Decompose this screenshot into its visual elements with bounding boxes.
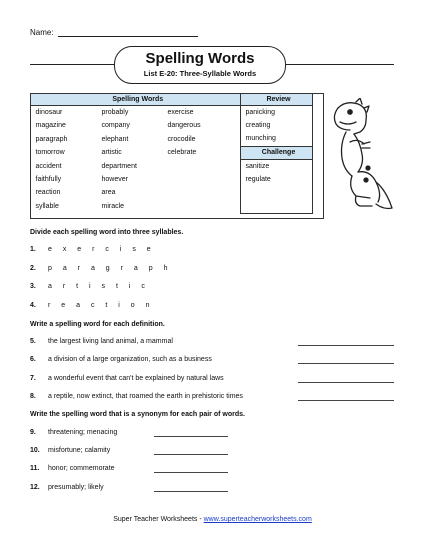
question-row xyxy=(30,447,110,454)
definition-text: a wonderful event that can't be explained by natural laws xyxy=(48,375,224,382)
word: paragraph xyxy=(35,135,68,143)
syllable-word: p a r a g r a p h xyxy=(48,265,172,272)
challenge-word: sanitize xyxy=(240,159,312,173)
question-number: 1. xyxy=(30,246,36,253)
name-label: Name: xyxy=(30,28,54,37)
synonym-pair: threatening; menacing xyxy=(48,429,118,436)
section3-instruction: Write the spelling word that is a synonym for each pair of words. xyxy=(30,411,245,418)
answer-line[interactable] xyxy=(154,491,228,492)
question-row xyxy=(30,302,154,309)
question-row xyxy=(30,465,115,472)
syllable-word: r e a c t i o n xyxy=(48,302,155,309)
word: exercise xyxy=(167,109,194,117)
section2-instruction: Write a spelling word for each definition. xyxy=(30,321,165,328)
question-number: 2. xyxy=(30,265,36,272)
answer-line[interactable] xyxy=(298,382,394,383)
synonym-pair: presumably; likely xyxy=(48,484,104,491)
word: reaction xyxy=(35,189,61,197)
question-row xyxy=(30,484,104,491)
footer xyxy=(0,516,425,523)
review-word: creating xyxy=(240,119,312,132)
page-title: Spelling Words xyxy=(145,50,255,67)
question-row xyxy=(30,429,117,436)
word: tomorrow xyxy=(35,149,65,157)
word: crocodile xyxy=(167,135,196,143)
question-row xyxy=(30,338,173,345)
syllable-word: e x e r c i s e xyxy=(48,246,156,253)
spelling-words-header: Spelling Words xyxy=(31,94,241,106)
syllable-word: a r t i s t i c xyxy=(48,283,150,290)
answer-line[interactable] xyxy=(154,472,228,473)
word: dangerous xyxy=(167,122,201,130)
question-row xyxy=(30,375,224,382)
title-box xyxy=(114,46,286,84)
word: accident xyxy=(35,162,62,170)
word: faithfully xyxy=(35,176,62,184)
review-header: Review xyxy=(240,94,312,106)
question-number: 7. xyxy=(30,375,36,382)
definition-text: a reptile, now extinct, that roamed the earth in prehistoric times xyxy=(48,393,243,400)
word: miracle xyxy=(101,202,125,210)
word: dinosaur xyxy=(35,109,63,117)
question-number: 5. xyxy=(30,338,36,345)
section1-instruction: Divide each spelling word into three syllables. xyxy=(30,229,184,236)
question-row xyxy=(30,246,155,253)
review-word: panicking xyxy=(240,106,312,120)
question-number: 12. xyxy=(30,484,40,491)
synonym-pair: misfortune; calamity xyxy=(48,447,111,454)
question-number: 10. xyxy=(30,447,40,454)
question-row xyxy=(30,265,172,272)
review-word: munching xyxy=(240,132,312,146)
question-number: 4. xyxy=(30,302,36,309)
word: department xyxy=(101,162,137,170)
question-row xyxy=(30,283,149,290)
word: elephant xyxy=(101,135,129,143)
definition-text: a division of a large organization, such as a business xyxy=(48,356,212,363)
spelling-word-table xyxy=(30,93,313,214)
question-row xyxy=(30,356,212,363)
answer-line[interactable] xyxy=(298,363,394,364)
definition-text: the largest living land animal, a mammal xyxy=(48,338,173,345)
word: probably xyxy=(101,109,129,117)
word: area xyxy=(101,189,116,197)
name-field[interactable] xyxy=(58,28,198,37)
question-number: 8. xyxy=(30,393,36,400)
question-row xyxy=(30,393,243,400)
name-row xyxy=(30,28,198,37)
question-number: 6. xyxy=(30,356,36,363)
answer-line[interactable] xyxy=(154,454,228,455)
answer-line[interactable] xyxy=(154,436,228,437)
word: syllable xyxy=(35,202,59,210)
question-number: 11. xyxy=(30,465,40,472)
challenge-header: Challenge xyxy=(240,146,312,159)
dinosaur-illustration xyxy=(326,98,398,216)
footer-text: Super Teacher Worksheets - xyxy=(113,516,202,523)
word: magazine xyxy=(35,122,66,130)
answer-line[interactable] xyxy=(298,400,394,401)
footer-link[interactable]: www.superteacherworksheets.com xyxy=(203,516,312,523)
synonym-pair: honor; commemorate xyxy=(48,465,115,472)
word: celebrate xyxy=(167,149,197,157)
word: artistic xyxy=(101,149,122,157)
question-number: 3. xyxy=(30,283,36,290)
word: company xyxy=(101,122,130,130)
question-number: 9. xyxy=(30,429,36,436)
word: however xyxy=(101,176,128,184)
challenge-word: regulate xyxy=(240,173,312,186)
answer-line[interactable] xyxy=(298,345,394,346)
page-subtitle: List E-20: Three-Syllable Words xyxy=(143,69,257,78)
